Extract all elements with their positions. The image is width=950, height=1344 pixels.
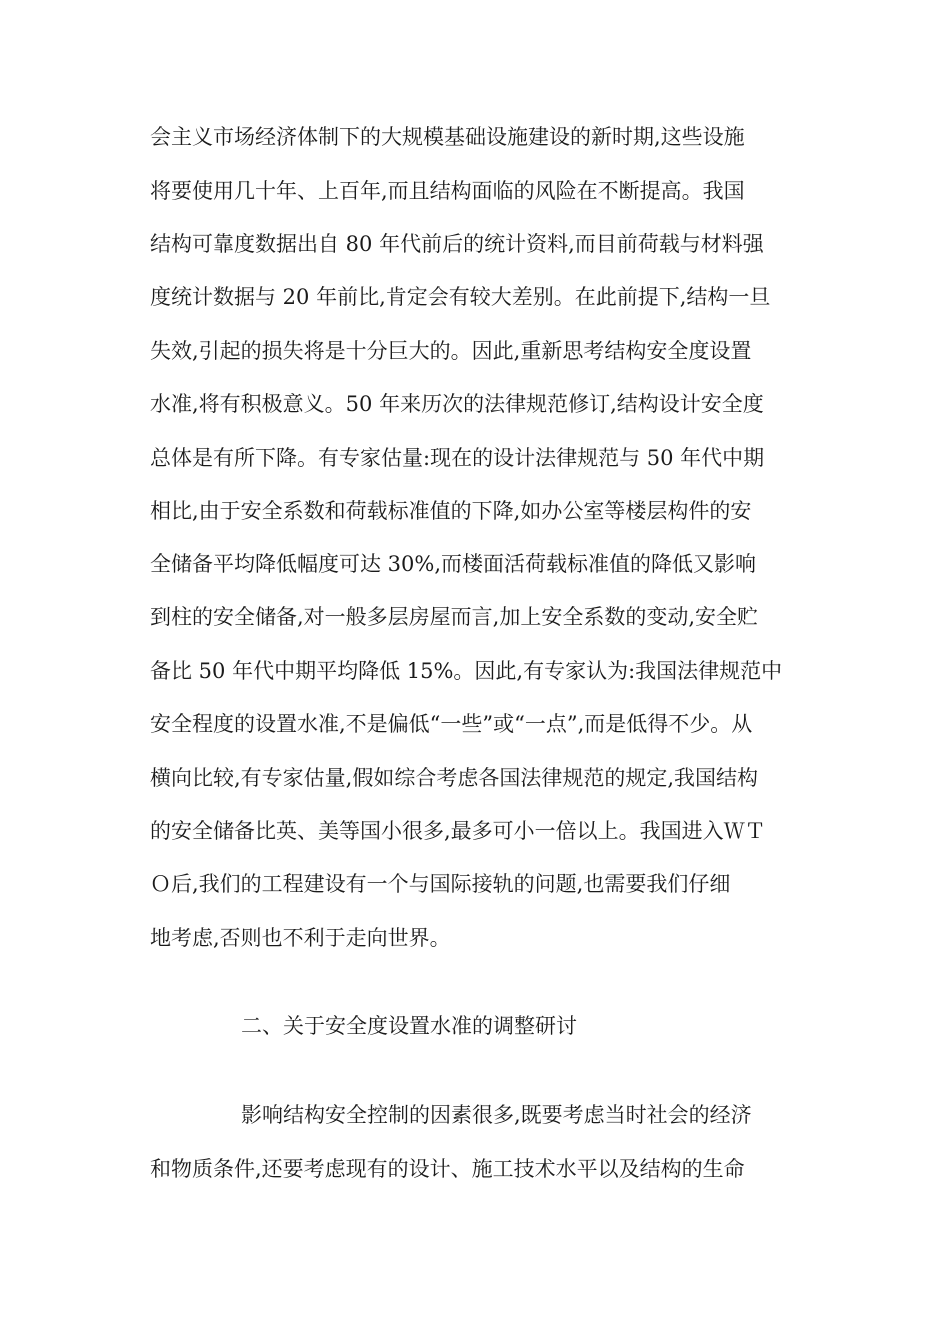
text-line: 水准,将有积极意义。50 年来历次的法律规范修订,结构设计安全度: [150, 392, 764, 416]
text-line: 的安全储备比英、美等国小很多,最多可小一倍以上。我国进入ＷＴ: [150, 819, 766, 843]
text-line: 安全程度的设置水准,不是偏低“一些”或“一点”,而是低得不少。从: [150, 712, 753, 736]
section-heading: 二、关于安全度设置水准的调整研讨: [241, 1014, 577, 1038]
text-line: 备比 50 年代中期平均降低 15%。因此,有专家认为:我国法律规范中: [150, 659, 783, 683]
text-line: 将要使用几十年、上百年,而且结构面临的风险在不断提高。我国: [150, 179, 745, 203]
text-line: 相比,由于安全系数和荷载标准值的下降,如办公室等楼层构件的安: [150, 499, 752, 523]
text-line: 到柱的安全储备,对一般多层房屋而言,加上安全系数的变动,安全贮: [150, 605, 759, 629]
text-line: 总体是有所下降。有专家估量:现在的设计法律规范与 50 年代中期: [150, 446, 765, 470]
text-line: Ｏ后,我们的工程建设有一个与国际接轨的问题,也需要我们仔细: [150, 872, 731, 896]
text-line: 结构可靠度数据出自 80 年代前后的统计资料,而目前荷载与材料强: [150, 232, 764, 256]
text-line: 地考虑,否则也不利于走向世界。: [150, 926, 451, 950]
text-line: 会主义市场经济体制下的大规模基础设施建设的新时期,这些设施: [150, 125, 745, 149]
text-line: 度统计数据与 20 年前比,肯定会有较大差别。在此前提下,结构一旦: [150, 285, 771, 309]
text-line: 横向比较,有专家估量,假如综合考虑各国法律规范的规定,我国结构: [150, 766, 759, 790]
text-line: 全储备平均降低幅度可达 30%,而楼面活荷载标准值的降低又影响: [150, 552, 757, 576]
text-line: 和物质条件,还要考虑现有的设计、施工技术水平以及结构的生命: [150, 1157, 745, 1181]
text-line: 失效,引起的损失将是十分巨大的。因此,重新思考结构安全度设置: [150, 339, 752, 363]
text-line: 影响结构安全控制的因素很多,既要考虑当时社会的经济: [241, 1103, 752, 1127]
